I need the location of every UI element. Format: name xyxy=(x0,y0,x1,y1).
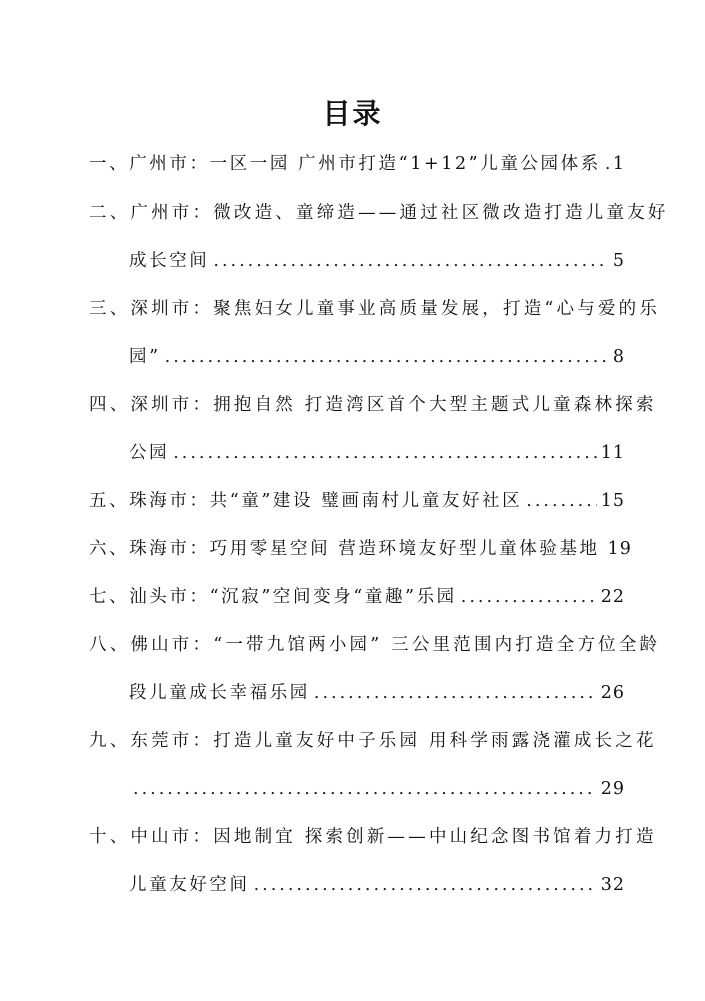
toc-entry-text-continued: 公园 xyxy=(129,443,170,463)
toc-title: 目录 xyxy=(322,97,383,130)
toc-page-number: 19 xyxy=(607,539,632,559)
toc-entry-text: 九、东莞市：打造儿童友好中子乐园 用科学雨露浇灌成长之花 xyxy=(89,731,657,751)
toc-entry-10-continuation[interactable] xyxy=(129,868,625,902)
toc-entry-8-continuation[interactable] xyxy=(129,676,625,710)
leader-dots xyxy=(133,772,597,806)
toc-entry-7[interactable] xyxy=(89,580,625,614)
toc-entry-4[interactable] xyxy=(89,388,657,422)
leader-dots xyxy=(605,147,609,181)
toc-page-number: 11 xyxy=(600,443,625,463)
toc-entry-text-continued: 成长空间 xyxy=(129,251,210,271)
leader-dots xyxy=(165,340,609,374)
toc-entry-text: 三、深圳市：聚焦妇女儿童事业高质量发展，打造“心与爱的乐 xyxy=(89,299,661,319)
toc-entry-text: 一、广州市：一区一园 广州市打造“1+12”儿童公园体系 xyxy=(89,154,601,174)
toc-entry-3[interactable] xyxy=(89,292,661,326)
toc-page-number: 1 xyxy=(612,154,625,174)
toc-entry-text: 七、汕头市：“沉寂”空间变身“童趣”乐园 xyxy=(89,587,457,607)
toc-entry-text: 五、珠海市：共“童”建设 璧画南村儿童友好社区 xyxy=(89,491,523,511)
leader-dots xyxy=(173,436,597,470)
toc-entry-2-continuation[interactable] xyxy=(129,244,625,278)
toc-entry-2[interactable] xyxy=(89,196,669,230)
toc-entry-text: 二、广州市：微改造、童缔造——通过社区微改造打造儿童友好 xyxy=(89,203,669,223)
leader-dots xyxy=(314,676,597,710)
toc-entry-1[interactable] xyxy=(89,147,625,181)
toc-entry-text: 四、深圳市：拥抱自然 打造湾区首个大型主题式儿童森林探索 xyxy=(89,395,657,415)
toc-entry-text-continued: 园” xyxy=(129,347,161,367)
toc-entry-3-continuation[interactable] xyxy=(129,340,625,374)
toc-entry-text: 八、佛山市：“一带九馆两小园” 三公里范围内打造全方位全龄 xyxy=(89,635,661,655)
toc-page-number: 15 xyxy=(600,491,625,511)
toc-entry-text-continued: 儿童友好空间 xyxy=(129,875,250,895)
toc-entry-4-continuation[interactable] xyxy=(129,436,625,470)
toc-entry-text: 十、中山市：因地制宜 探索创新——中山纪念图书馆着力打造 xyxy=(89,827,657,847)
toc-page-number: 26 xyxy=(600,683,625,703)
toc-page-number: 29 xyxy=(600,779,625,799)
toc-page-number: 32 xyxy=(600,875,625,895)
toc-entry-10[interactable] xyxy=(89,820,657,854)
toc-entry-text-continued: 段儿童成长幸福乐园 xyxy=(129,683,310,703)
leader-dots xyxy=(526,484,596,518)
toc-page-number: 5 xyxy=(612,251,625,271)
toc-entry-5[interactable] xyxy=(89,484,625,518)
toc-entry-6[interactable] xyxy=(89,532,632,566)
leader-dots xyxy=(461,580,597,614)
toc-page-number: 8 xyxy=(612,347,625,367)
leader-dots xyxy=(213,244,608,278)
toc-entry-8[interactable] xyxy=(89,628,661,662)
toc-entry-text: 六、珠海市：巧用零星空间 营造环境友好型儿童体验基地 xyxy=(89,539,600,559)
toc-entry-9-continuation[interactable] xyxy=(129,772,625,806)
toc-page-number: 22 xyxy=(600,587,625,607)
toc-entry-9[interactable] xyxy=(89,724,657,758)
leader-dots xyxy=(254,868,597,902)
